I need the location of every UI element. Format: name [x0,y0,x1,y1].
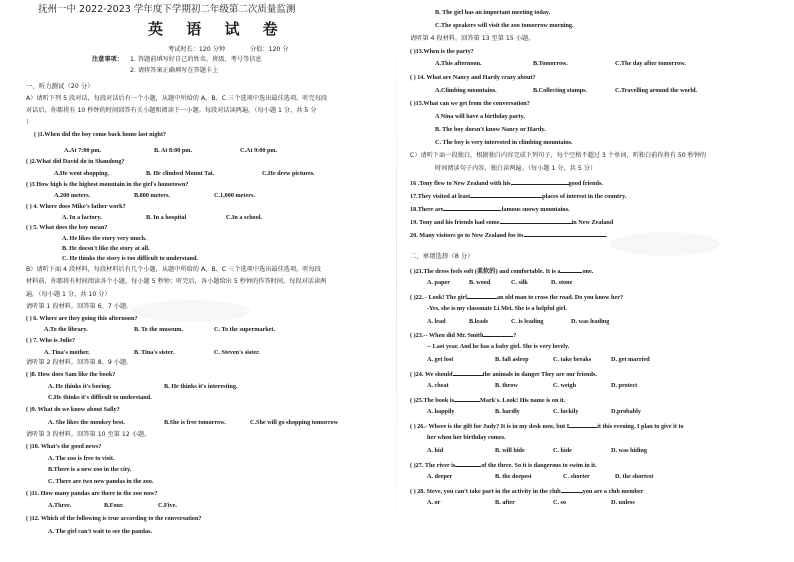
option: A. He thinks it's boring. [48,383,112,390]
question-text: ( )22. - Look! The girl [410,294,467,301]
fill-text: 19. Tony and his friends had some [410,219,500,226]
part-a-instructions-3: ） [26,119,33,126]
question-13: ( )13.When is the party? [410,48,474,55]
option: B. hardly [495,408,520,415]
answer-blank[interactable] [524,230,606,237]
time-label: 考试时长：120 分钟 [168,46,226,53]
answer-blank[interactable] [470,191,542,198]
option: D.probably [611,408,641,415]
option: B. Tina's sister. [134,349,175,356]
option: A. Tina's mother. [44,349,90,356]
option: B. after [495,499,515,506]
question-text: one. [582,268,594,275]
right-page [397,0,794,562]
part-b-instructions-2: 材料前，你都将有时间阅读各个小题，每小题 5 秒钟；听完后，各小题给出 5 秒钟的作答时间，每段对话读两 [26,278,327,285]
dialogue-line: -Yes, she is my classmate Li Mei. She is a helpful girl. [427,305,567,312]
option: C.She will go shopping tomorrow [250,419,339,426]
question-text: ? [513,332,517,339]
option: A.200 meters. [54,192,91,199]
answer-blank[interactable] [569,421,597,428]
option: D. was leading [571,318,610,325]
option: B. The girl has an important meeting today. [435,9,551,16]
option: A. The zoo is free to visit. [48,455,115,462]
answer-blank[interactable] [511,178,569,185]
question-21 [410,266,593,276]
option: D. unless [611,499,635,506]
question-text: it this evening. I plan to give it to [597,423,684,430]
option: B. He doesn't like the story at all. [62,245,150,252]
option: B.800 meters. [134,192,170,199]
option: D. stone [551,279,573,286]
part-c-instructions-2: 时间阅读句子内容，独白读两遍。（每小题 1 分，共 5 分） [435,165,597,172]
answer-blank[interactable] [483,330,513,337]
question-text: ( )24. We should [410,371,453,378]
question-28 [410,486,643,496]
fill-16 [410,178,603,188]
question-24 [410,369,597,379]
option: C.He drew pictures. [262,170,315,177]
option: C. luckily [553,408,579,415]
option: A.Climbing mountains. [435,87,497,94]
part-b-instructions: B）请听下面 4 段材料，每段材料后有几个小题，从题中所给的 A、B、C 三个选项中选出最佳选项。听每段 [26,266,321,273]
option: A.To the library. [44,326,88,333]
question-1: ( )1.When did the boy come back home last night? [34,131,167,138]
fill-text: famous snowy mountains. [501,206,570,213]
option: B. He thinks it's interesting. [164,383,238,390]
option: B.There is a new zoo in the city. [48,466,132,473]
question-text: Mark's. Look! His name is on it. [480,397,566,404]
option: A Nina will have a birthday party. [435,113,525,120]
option: A. hid [427,447,444,454]
material-3: 请听第 3 段材料，回答第 10 至第 12 小题。 [26,431,151,438]
option: B. wood [469,279,491,286]
option: C.In a school. [226,214,263,221]
score-label: 分值：120 分 [250,46,289,53]
question-text: of the three. So it is dangerous to swim in it. [481,462,597,469]
option: B. To the museum. [134,326,183,333]
option: D. the shortest [615,473,654,480]
answer-blank[interactable] [443,204,501,211]
material-1: 请听第 1 段材料，回答第 6、7 小题。 [26,303,133,310]
question-text: the animals in danger They are our friends. [482,371,597,378]
question-10: ( )10. What's the good news? [26,443,102,450]
answer-blank[interactable] [454,395,480,402]
option: A. She likes the monkey best. [48,419,125,426]
option: A.At 7:00 pm. [64,147,102,154]
question-12: ( )12. Which of the following is true according to the conversation? [26,515,202,522]
question-25 [410,395,565,405]
option: B. He climbed Mount Tai. [146,170,215,177]
option: A.He went shopping. [54,170,110,177]
option: B. The boy doesn't know Nancy or Hardy. [435,126,546,133]
option: C. There are two new pandas in the zoo. [48,478,154,485]
option: B. will hide [495,447,525,454]
question-8: ( )8. How does Sam like the book? [26,371,116,378]
question-9: ( )9. What do we know about Sally? [26,406,120,413]
option: C. weigh [553,382,577,389]
option: C.The day after tomorrow. [615,60,686,67]
option: A. cheat [427,382,449,389]
dialogue-line: -- Last year. And he has a baby girl. She is very lovely. [427,343,570,350]
question-22 [410,292,623,302]
option: C. shorter [563,473,590,480]
question-2: ( )2.What did David do in Shandong? [26,158,125,165]
question-text: ( ) 26.- Where is the gift for Judy? It is in my desk now, but I [410,423,570,430]
question-15: ( )15.What can we get from the conversation? [410,100,530,107]
question-text: ( )27. The river is [410,462,456,469]
question-3: ( )3 How high is the highest mountain in the girl's hometown? [26,181,189,188]
note-1: 1. 答题前填写好自己的姓名、班级、考号等信息 [130,56,262,63]
option: A. In a factory. [62,214,102,221]
answer-blank[interactable] [560,266,582,273]
answer-blank[interactable] [500,217,572,224]
subject-title: 英 语 试 卷 [148,20,287,38]
part-a-instructions-2: 对话后，你都将有 10 秒钟的时间回答有关小题和阅读下一小题。每段对话读两遍。（每小题 1 分，共 5 分 [26,107,317,114]
option: B.leads [469,318,489,325]
answer-blank[interactable] [467,292,497,299]
fill-text: places of interest in the country. [542,193,627,200]
fill-18 [410,204,570,214]
notes-title: 注意事项： [92,56,123,63]
fill-text: 20. Many visitors go to New Zealand for its [410,232,524,239]
option: A. paper [427,279,451,286]
option: D. protect [611,382,638,389]
option: A. deeper [427,473,453,480]
material-4: 请听第 4 段材料，回答第 13 至第 15 小题。 [410,35,535,42]
option: C.1,000 meters. [214,192,255,199]
answer-blank[interactable] [453,369,483,376]
option: C. take breaks [553,356,592,363]
question-27 [410,460,597,470]
option: C.Five. [158,502,177,509]
option: B.Four. [104,502,124,509]
option: B. throw [495,382,518,389]
option: B. In a hospital [146,214,187,221]
fill-20 [410,230,607,240]
exam-title: 抚州一中 2022-2023 学年度下学期初二年级第二次质量监测 [38,4,296,15]
fill-text: in New Zealand [571,219,614,226]
option: A.This afternoon. [435,60,482,67]
option: D. was hiding [611,447,647,454]
question-4: ( ) 4. Where does Mike's father work? [26,203,126,210]
question-7: ( ) 7. Who is Julie? [26,337,76,344]
answer-blank[interactable] [455,460,481,467]
section-listening: 一、听力测试（20 分） [26,82,94,90]
fill-text: good friends. [568,180,603,187]
option: C. hide [553,447,572,454]
question-text: ( )21.The dress feels soft (柔软的) and comfortable. It is a [410,268,561,275]
option: A. get lost [427,356,454,363]
option: A.Three. [48,502,72,509]
question-23 [410,330,517,340]
question-text: ( )23.-- When did Mr. Smith [410,332,484,339]
option: C.The speakers will visit the zoo tomorrow morning. [435,22,574,29]
fill-text: 17.They visited at least [410,193,471,200]
question-text: an old man to cross the road. Do you know her? [496,294,624,301]
fill-text: 16 .Tony flew to New Zealand with his [410,180,511,187]
question-14: ( ) 14. What are Nancy and Hardy crazy about? [410,74,536,81]
option: B. the deepest [495,473,532,480]
question-5: ( ) 5. What does the boy mean? [26,224,108,231]
question-text: ( )25.The book is [410,397,455,404]
option: B. fall asleep [495,356,529,363]
fill-19 [410,217,613,227]
part-a-instructions: A）请听下列 5 段对话，每段对话后有一个小题，从题中所给的 A、B、C 三个选项中选出最佳选项。听完每段 [26,95,328,102]
material-2: 请听第 2 段材料，回答第 8、9 小题。 [26,359,133,366]
section-single-choice: 二、单项选择（8 分） [410,252,474,260]
answer-blank[interactable] [561,486,583,493]
dialogue-line: her when her birthday comes. [427,434,506,441]
option: C. is leading [511,318,544,325]
option: C.Travelling around the world. [615,87,698,94]
option: A. or [427,499,441,506]
option: B.She is free tomorrow. [164,419,226,426]
option: C.At 9:00 pm. [240,147,278,154]
question-11: ( )11. How many pandas are there in the zoo now? [26,490,158,497]
option: C. so [553,499,567,506]
question-text: you are a club member [582,488,644,495]
option: C. silk [511,279,528,286]
fill-text: . [605,232,608,239]
option: A. lead [427,318,446,325]
option: B.Tomorrow. [533,60,568,67]
option: A. The girl can't wait to see the pandas. [48,528,153,535]
option: C.He thinks it's difficult to understand. [48,394,152,401]
question-26 [410,421,684,431]
option: C. Steven's sister. [214,349,260,356]
fill-17 [410,191,626,201]
fill-text: 18.There are [410,206,444,213]
option: C. To the supermarket. [214,326,276,333]
option: C. The boy is very interested in climbing mountains. [435,139,573,146]
note-2: 2. 请将答案正确填写在答题卡上 [130,67,219,74]
question-text: ( ) 28. Steve, you can't take part in the activity in the club [410,488,561,495]
option: B. At 8:00 pm. [154,147,192,154]
option: C. He thinks the story is too difficult to understand. [62,255,198,262]
option: A. He likes the story very much. [62,235,147,242]
option: D. get married [611,356,650,363]
part-c-instructions: C）请听下面一段独白，根据独白内容完成下列句子，每个空格不超过 3 个单词，听独白前你将有 50 秒钟的 [410,152,707,159]
question-6: ( ) 6. Where are they going this afternoon? [26,315,138,322]
part-b-instructions-3: 遍。（每小题 1 分，共 10 分） [26,291,111,298]
option: B.Collecting stamps. [533,87,588,94]
option: A. happily [427,408,455,415]
